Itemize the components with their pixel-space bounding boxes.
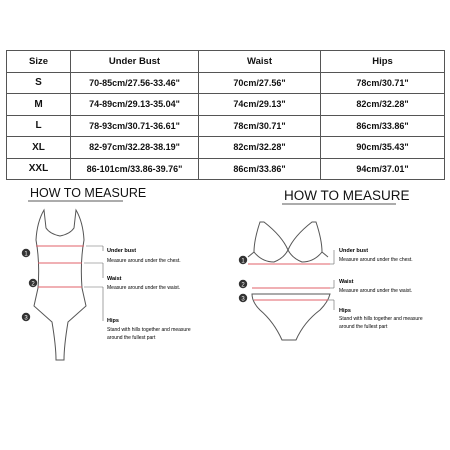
left-hips-desc-line1: Stand with hills together and measure bbox=[107, 327, 191, 333]
right-marker-2-num: 2 bbox=[241, 282, 245, 289]
size-cell: M bbox=[7, 94, 71, 116]
left-marker-1-num: 1 bbox=[24, 251, 28, 258]
left-hips-desc-line2: around the fullest part bbox=[107, 335, 156, 341]
bikini-bottom-icon bbox=[252, 294, 330, 340]
left-waist-desc: Measure around under the waist. bbox=[107, 285, 181, 291]
right-marker-3-num: 3 bbox=[241, 296, 245, 303]
left-marker-2-num: 2 bbox=[31, 281, 35, 288]
size-cell: XXL bbox=[7, 158, 71, 180]
hips-cell: 94cm/37.01" bbox=[321, 158, 445, 180]
left-hips-label: Hips bbox=[107, 318, 119, 324]
header-waist: Waist bbox=[199, 51, 321, 73]
under-bust-cell: 86-101cm/33.86-39.76" bbox=[71, 158, 199, 180]
right-marker-1-num: 1 bbox=[241, 258, 245, 265]
right-under-bust-desc: Measure around under the chest. bbox=[339, 257, 413, 263]
right-hips-label: Hips bbox=[339, 308, 351, 314]
left-marker-3-num: 3 bbox=[24, 315, 28, 322]
one-piece-swimsuit-icon bbox=[34, 210, 86, 360]
hips-cell: 90cm/35.43" bbox=[321, 137, 445, 159]
right-waist-label: Waist bbox=[339, 279, 354, 285]
left-under-bust-desc: Measure around under the chest. bbox=[107, 258, 181, 264]
waist-cell: 70cm/27.56" bbox=[199, 72, 321, 94]
size-cell: L bbox=[7, 115, 71, 137]
size-cell: S bbox=[7, 72, 71, 94]
under-bust-cell: 82-97cm/32.28-38.19" bbox=[71, 137, 199, 159]
bikini-top-icon bbox=[248, 222, 328, 262]
hips-cell: 86cm/33.86" bbox=[321, 115, 445, 137]
waist-cell: 82cm/32.28" bbox=[199, 137, 321, 159]
header-under-bust: Under Bust bbox=[71, 51, 199, 73]
right-hips-desc-line1: Stand with hills together and measure bbox=[339, 316, 423, 322]
header-size: Size bbox=[7, 51, 71, 73]
waist-cell: 74cm/29.13" bbox=[199, 94, 321, 116]
right-under-bust-label: Under bust bbox=[339, 248, 369, 254]
left-guide-title: HOW TO MEASURE bbox=[30, 186, 147, 200]
under-bust-cell: 74-89cm/29.13-35.04" bbox=[71, 94, 199, 116]
right-waist-desc: Measure around under the waist. bbox=[339, 288, 413, 294]
hips-cell: 82cm/32.28" bbox=[321, 94, 445, 116]
right-hips-desc-line2: around the fullest part bbox=[339, 324, 388, 330]
under-bust-cell: 78-93cm/30.71-36.61" bbox=[71, 115, 199, 137]
waist-cell: 78cm/30.71" bbox=[199, 115, 321, 137]
left-under-bust-label: Under bust bbox=[107, 248, 137, 254]
under-bust-cell: 70-85cm/27.56-33.46" bbox=[71, 72, 199, 94]
header-hips: Hips bbox=[321, 51, 445, 73]
size-cell: XL bbox=[7, 137, 71, 159]
left-waist-label: Waist bbox=[107, 276, 122, 282]
waist-cell: 86cm/33.86" bbox=[199, 158, 321, 180]
hips-cell: 78cm/30.71" bbox=[321, 72, 445, 94]
right-guide-title: HOW TO MEASURE bbox=[284, 188, 410, 203]
